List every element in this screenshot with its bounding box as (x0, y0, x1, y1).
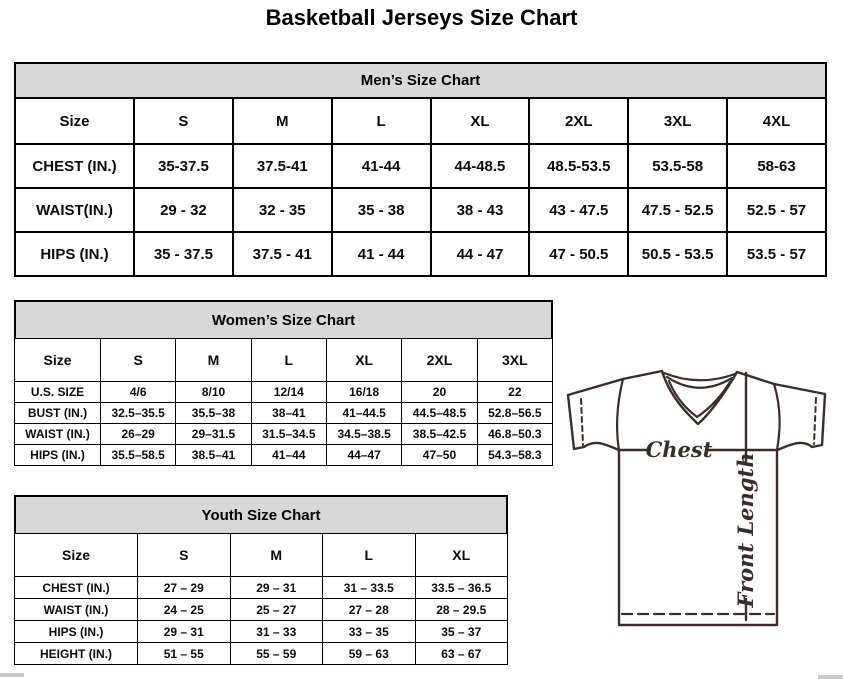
jersey-right-cuff-dashed-line (814, 398, 816, 444)
size-column-header: S (138, 534, 231, 577)
measurement-value: 33.5 – 36.5 (415, 577, 508, 599)
womens-size-chart-section (14, 300, 553, 466)
measurement-value: 34.5–38.5 (326, 424, 401, 445)
size-column-header: 2XL (529, 98, 628, 144)
size-column-header: S (134, 98, 233, 144)
measurement-row (15, 445, 553, 466)
measurement-value: 4/6 (101, 382, 176, 403)
measurement-value: 26–29 (101, 424, 176, 445)
measurement-value: 44 - 47 (431, 232, 530, 276)
measurement-value: 32.5–35.5 (101, 403, 176, 424)
measurement-value: 31.5–34.5 (251, 424, 326, 445)
measurement-value: 44-48.5 (431, 144, 530, 188)
measurement-value: 59 – 63 (323, 643, 416, 665)
measurement-value: 46.8–50.3 (477, 424, 552, 445)
measurement-value: 43 - 47.5 (529, 188, 628, 232)
measurement-label: U.S. SIZE (15, 382, 101, 403)
measurement-label: HEIGHT (IN.) (15, 643, 138, 665)
jersey-outline (568, 371, 825, 625)
measurement-label: HIPS (IN.) (15, 232, 134, 276)
chest-label: Chest (645, 437, 713, 462)
measurement-value: 52.8–56.5 (477, 403, 552, 424)
measurement-value: 29–31.5 (176, 424, 251, 445)
size-column-header: XL (415, 534, 508, 577)
measurement-label: WAIST(IN.) (15, 188, 134, 232)
size-column-header: 4XL (727, 98, 826, 144)
measurement-value: 22 (477, 382, 552, 403)
measurement-row (15, 643, 508, 665)
measurement-value: 52.5 - 57 (727, 188, 826, 232)
mens-size-chart-title: Men’s Size Chart (14, 62, 827, 99)
measurement-value: 51 – 55 (138, 643, 231, 665)
measurement-row (15, 188, 826, 232)
youth-size-table (14, 533, 508, 665)
size-column-header: S (101, 339, 176, 382)
measurement-value: 31 – 33 (230, 621, 323, 643)
measurement-value: 41–44.5 (326, 403, 401, 424)
measurement-value: 47.5 - 52.5 (628, 188, 727, 232)
measurement-value: 35 – 37 (415, 621, 508, 643)
measurement-value: 27 – 29 (138, 577, 231, 599)
measurement-label: WAIST (IN.) (15, 599, 138, 621)
measurement-label: CHEST (IN.) (15, 144, 134, 188)
measurement-label: BUST (IN.) (15, 403, 101, 424)
measurement-row (15, 403, 553, 424)
measurement-row (15, 232, 826, 276)
measurement-value: 25 – 27 (230, 599, 323, 621)
measurement-row (15, 577, 508, 599)
measurement-value: 33 – 35 (323, 621, 416, 643)
size-column-header: 3XL (628, 98, 727, 144)
measurement-value: 41–44 (251, 445, 326, 466)
measurement-value: 38.5–42.5 (402, 424, 477, 445)
page-title: Basketball Jerseys Size Chart (265, 5, 578, 30)
measurement-value: 38–41 (251, 403, 326, 424)
jersey-collar-arc-1 (664, 373, 735, 380)
measurement-value: 44–47 (326, 445, 401, 466)
size-header-row (15, 339, 553, 382)
size-column-header: XL (431, 98, 530, 144)
measurement-row (15, 599, 508, 621)
measurement-label: WAIST (IN.) (15, 424, 101, 445)
measurement-value: 48.5-53.5 (529, 144, 628, 188)
measurement-value: 8/10 (176, 382, 251, 403)
measurement-value: 53.5-58 (628, 144, 727, 188)
measurement-value: 63 – 67 (415, 643, 508, 665)
measurement-row (15, 144, 826, 188)
front-length-label: Front Length (733, 452, 758, 608)
measurement-value: 29 – 31 (138, 621, 231, 643)
size-column-header: 2XL (402, 339, 477, 382)
youth-size-chart-title: Youth Size Chart (14, 495, 508, 535)
measurement-value: 35 - 37.5 (134, 232, 233, 276)
measurement-value: 41 - 44 (332, 232, 431, 276)
measurement-value: 38.5–41 (176, 445, 251, 466)
measurement-value: 35.5–58.5 (101, 445, 176, 466)
measurement-value: 47 - 50.5 (529, 232, 628, 276)
measurement-value: 29 – 31 (230, 577, 323, 599)
size-column-header: M (230, 534, 323, 577)
measurement-value: 53.5 - 57 (727, 232, 826, 276)
measurement-value: 55 – 59 (230, 643, 323, 665)
size-label-header: Size (15, 339, 101, 382)
scrollbar-fragment-right[interactable] (818, 675, 843, 679)
measurement-value: 35.5–38 (176, 403, 251, 424)
measurement-value: 20 (402, 382, 477, 403)
size-column-header: M (233, 98, 332, 144)
size-label-header: Size (15, 534, 138, 577)
measurement-value: 28 – 29.5 (415, 599, 508, 621)
measurement-label: CHEST (IN.) (15, 577, 138, 599)
size-column-header: M (176, 339, 251, 382)
measurement-value: 37.5 - 41 (233, 232, 332, 276)
measurement-row (15, 424, 553, 445)
jersey-left-cuff-dashed-line (581, 399, 583, 445)
measurement-label: HIPS (IN.) (15, 445, 101, 466)
measurement-value: 31 – 33.5 (323, 577, 416, 599)
size-column-header: 3XL (477, 339, 552, 382)
measurement-value: 50.5 - 53.5 (628, 232, 727, 276)
measurement-value: 54.3–58.3 (477, 445, 552, 466)
measurement-value: 16/18 (326, 382, 401, 403)
measurement-label: HIPS (IN.) (15, 621, 138, 643)
size-header-row (15, 98, 826, 144)
measurement-value: 37.5-41 (233, 144, 332, 188)
measurement-value: 32 - 35 (233, 188, 332, 232)
measurement-row (15, 382, 553, 403)
measurement-value: 38 - 43 (431, 188, 530, 232)
measurement-value: 12/14 (251, 382, 326, 403)
measurement-value: 35-37.5 (134, 144, 233, 188)
size-column-header: XL (326, 339, 401, 382)
measurement-value: 35 - 38 (332, 188, 431, 232)
mens-size-chart-section (14, 62, 827, 277)
measurement-value: 24 – 25 (138, 599, 231, 621)
measurement-value: 58-63 (727, 144, 826, 188)
measurement-value: 29 - 32 (134, 188, 233, 232)
size-column-header: L (251, 339, 326, 382)
jersey-measurement-diagram (556, 362, 843, 669)
jersey-left-seam (617, 379, 623, 450)
womens-size-chart-title: Women’s Size Chart (14, 300, 553, 340)
measurement-value: 44.5–48.5 (402, 403, 477, 424)
womens-size-table (14, 338, 553, 466)
measurement-value: 27 – 28 (323, 599, 416, 621)
measurement-row (15, 621, 508, 643)
mens-size-table (14, 97, 827, 277)
scrollbar-fragment-left[interactable] (0, 673, 24, 677)
size-label-header: Size (15, 98, 134, 144)
youth-size-chart-section (14, 495, 508, 665)
size-header-row (15, 534, 508, 577)
measurement-value: 41-44 (332, 144, 431, 188)
size-column-header: L (332, 98, 431, 144)
measurement-value: 47–50 (402, 445, 477, 466)
jersey-right-seam (774, 384, 780, 450)
size-column-header: L (323, 534, 416, 577)
